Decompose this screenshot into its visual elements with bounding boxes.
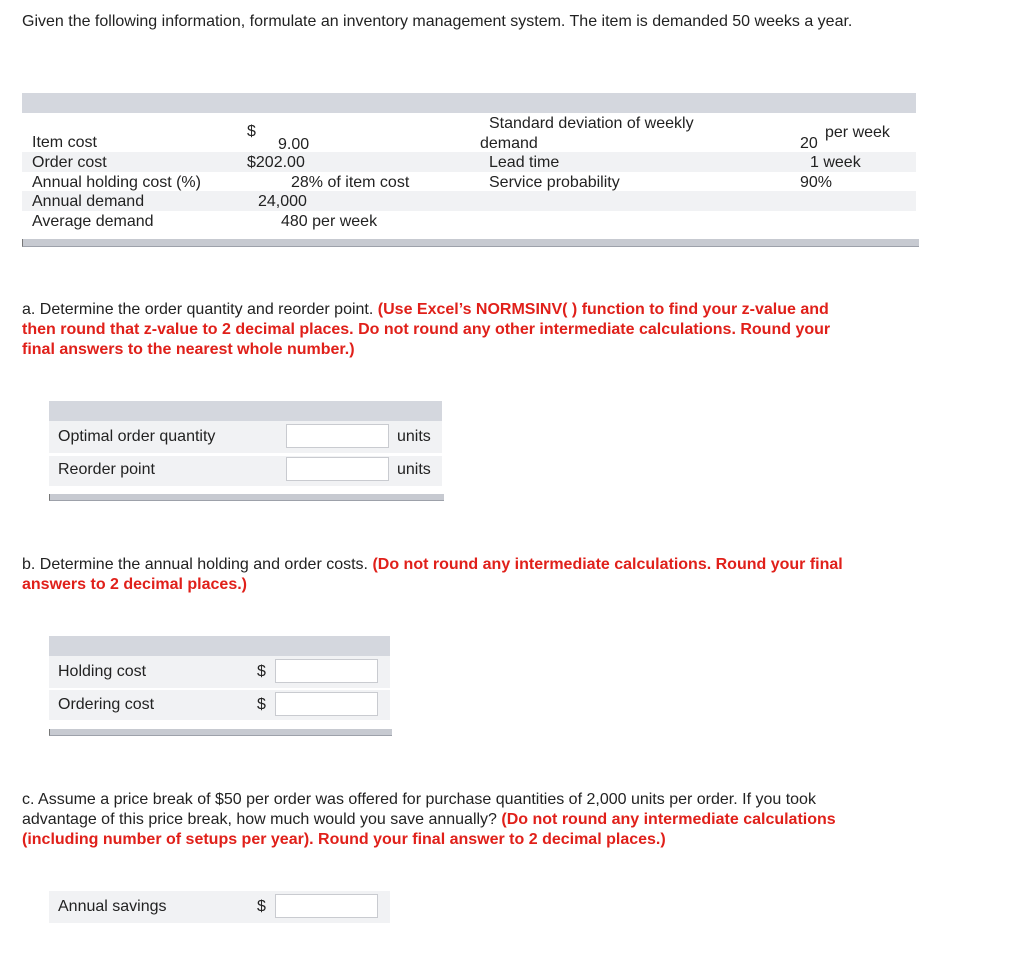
holding-cost-label: Annual holding cost (%) — [32, 174, 201, 191]
std-dev-unit: per week — [825, 124, 890, 141]
given-info-table — [22, 93, 916, 248]
table-stripe — [22, 191, 916, 211]
service-probability-label: Service probability — [489, 174, 620, 191]
part-c-question — [22, 790, 852, 850]
table-bottom-bar — [22, 239, 919, 247]
annual-savings-input[interactable] — [275, 894, 378, 918]
part-a-question — [22, 300, 852, 360]
table-header-bar — [22, 93, 916, 113]
ordering-cost-answer-label: Ordering cost — [58, 696, 155, 713]
optimal-order-quantity-unit: units — [397, 428, 431, 445]
part-a-letter: a. — [22, 301, 36, 318]
answer-table-header — [49, 401, 442, 421]
part-c-letter: c. — [22, 791, 35, 808]
item-cost-label: Item cost — [32, 134, 97, 151]
part-b-question — [22, 555, 852, 595]
lead-time-label: Lead time — [489, 154, 560, 171]
item-cost-value: 9.00 — [278, 136, 310, 153]
std-dev-label-line2: demand — [480, 135, 538, 152]
part-c-instruction: (Do not round any intermediate calculations (including number of setups per year). Round your final answer to 2 decimal places.) — [22, 811, 836, 848]
part-a-instruction: (Use Excel’s NORMSINV( ) function to find your z-value and then round that z-value to 2 decimal places. Do not round any other intermediate calculations. Round your final answers to the nearest whole number.) — [22, 301, 831, 358]
order-cost-label: Order cost — [32, 154, 107, 171]
reorder-point-unit: units — [397, 461, 431, 478]
answer-table-header — [49, 636, 390, 656]
holding-cost-answer-label: Holding cost — [58, 663, 147, 680]
item-cost-currency: $ — [247, 123, 256, 140]
lead-time-value: 1 week — [810, 154, 861, 171]
part-b-letter: b. — [22, 556, 36, 573]
holding-cost-value: 28% of item cost — [291, 174, 410, 191]
part-c-text: Assume a price break of $50 per order was offered for purchase quantities of 2,000 units per order. If you took advantage of this price break, how much would you save annually? — [22, 791, 816, 828]
part-a-text: Determine the order quantity and reorder point. — [39, 301, 374, 318]
average-demand-label: Average demand — [32, 213, 154, 230]
annual-demand-label: Annual demand — [32, 193, 145, 210]
intro-text: Given the following information, formulate an inventory management system. The item is demanded 50 weeks a year. — [22, 13, 853, 30]
service-probability-value: 90% — [800, 174, 833, 191]
holding-cost-input[interactable] — [275, 659, 378, 683]
reorder-point-input[interactable] — [286, 457, 389, 481]
ordering-cost-currency: $ — [257, 696, 266, 713]
part-b-instruction: (Do not round any intermediate calculations. Round your final answers to 2 decimal places.) — [22, 556, 843, 593]
table-stripe — [22, 152, 916, 172]
answer-table-bottom-bar — [49, 494, 444, 501]
annual-savings-currency: $ — [257, 898, 266, 915]
part-b-text: Determine the annual holding and order costs. — [39, 556, 368, 573]
annual-demand-value: 24,000 — [258, 193, 307, 210]
answer-table-bottom-bar — [49, 729, 392, 736]
holding-cost-currency: $ — [257, 663, 266, 680]
annual-savings-label: Annual savings — [58, 898, 167, 915]
ordering-cost-input[interactable] — [275, 692, 378, 716]
average-demand-value: 480 per week — [281, 213, 378, 230]
optimal-order-quantity-label: Optimal order quantity — [58, 428, 216, 445]
std-dev-value: 20 — [800, 135, 818, 152]
reorder-point-label: Reorder point — [58, 461, 155, 478]
optimal-order-quantity-input[interactable] — [286, 424, 389, 448]
order-cost-value: $202.00 — [247, 154, 305, 171]
std-dev-label-line1: Standard deviation of weekly — [489, 115, 694, 132]
